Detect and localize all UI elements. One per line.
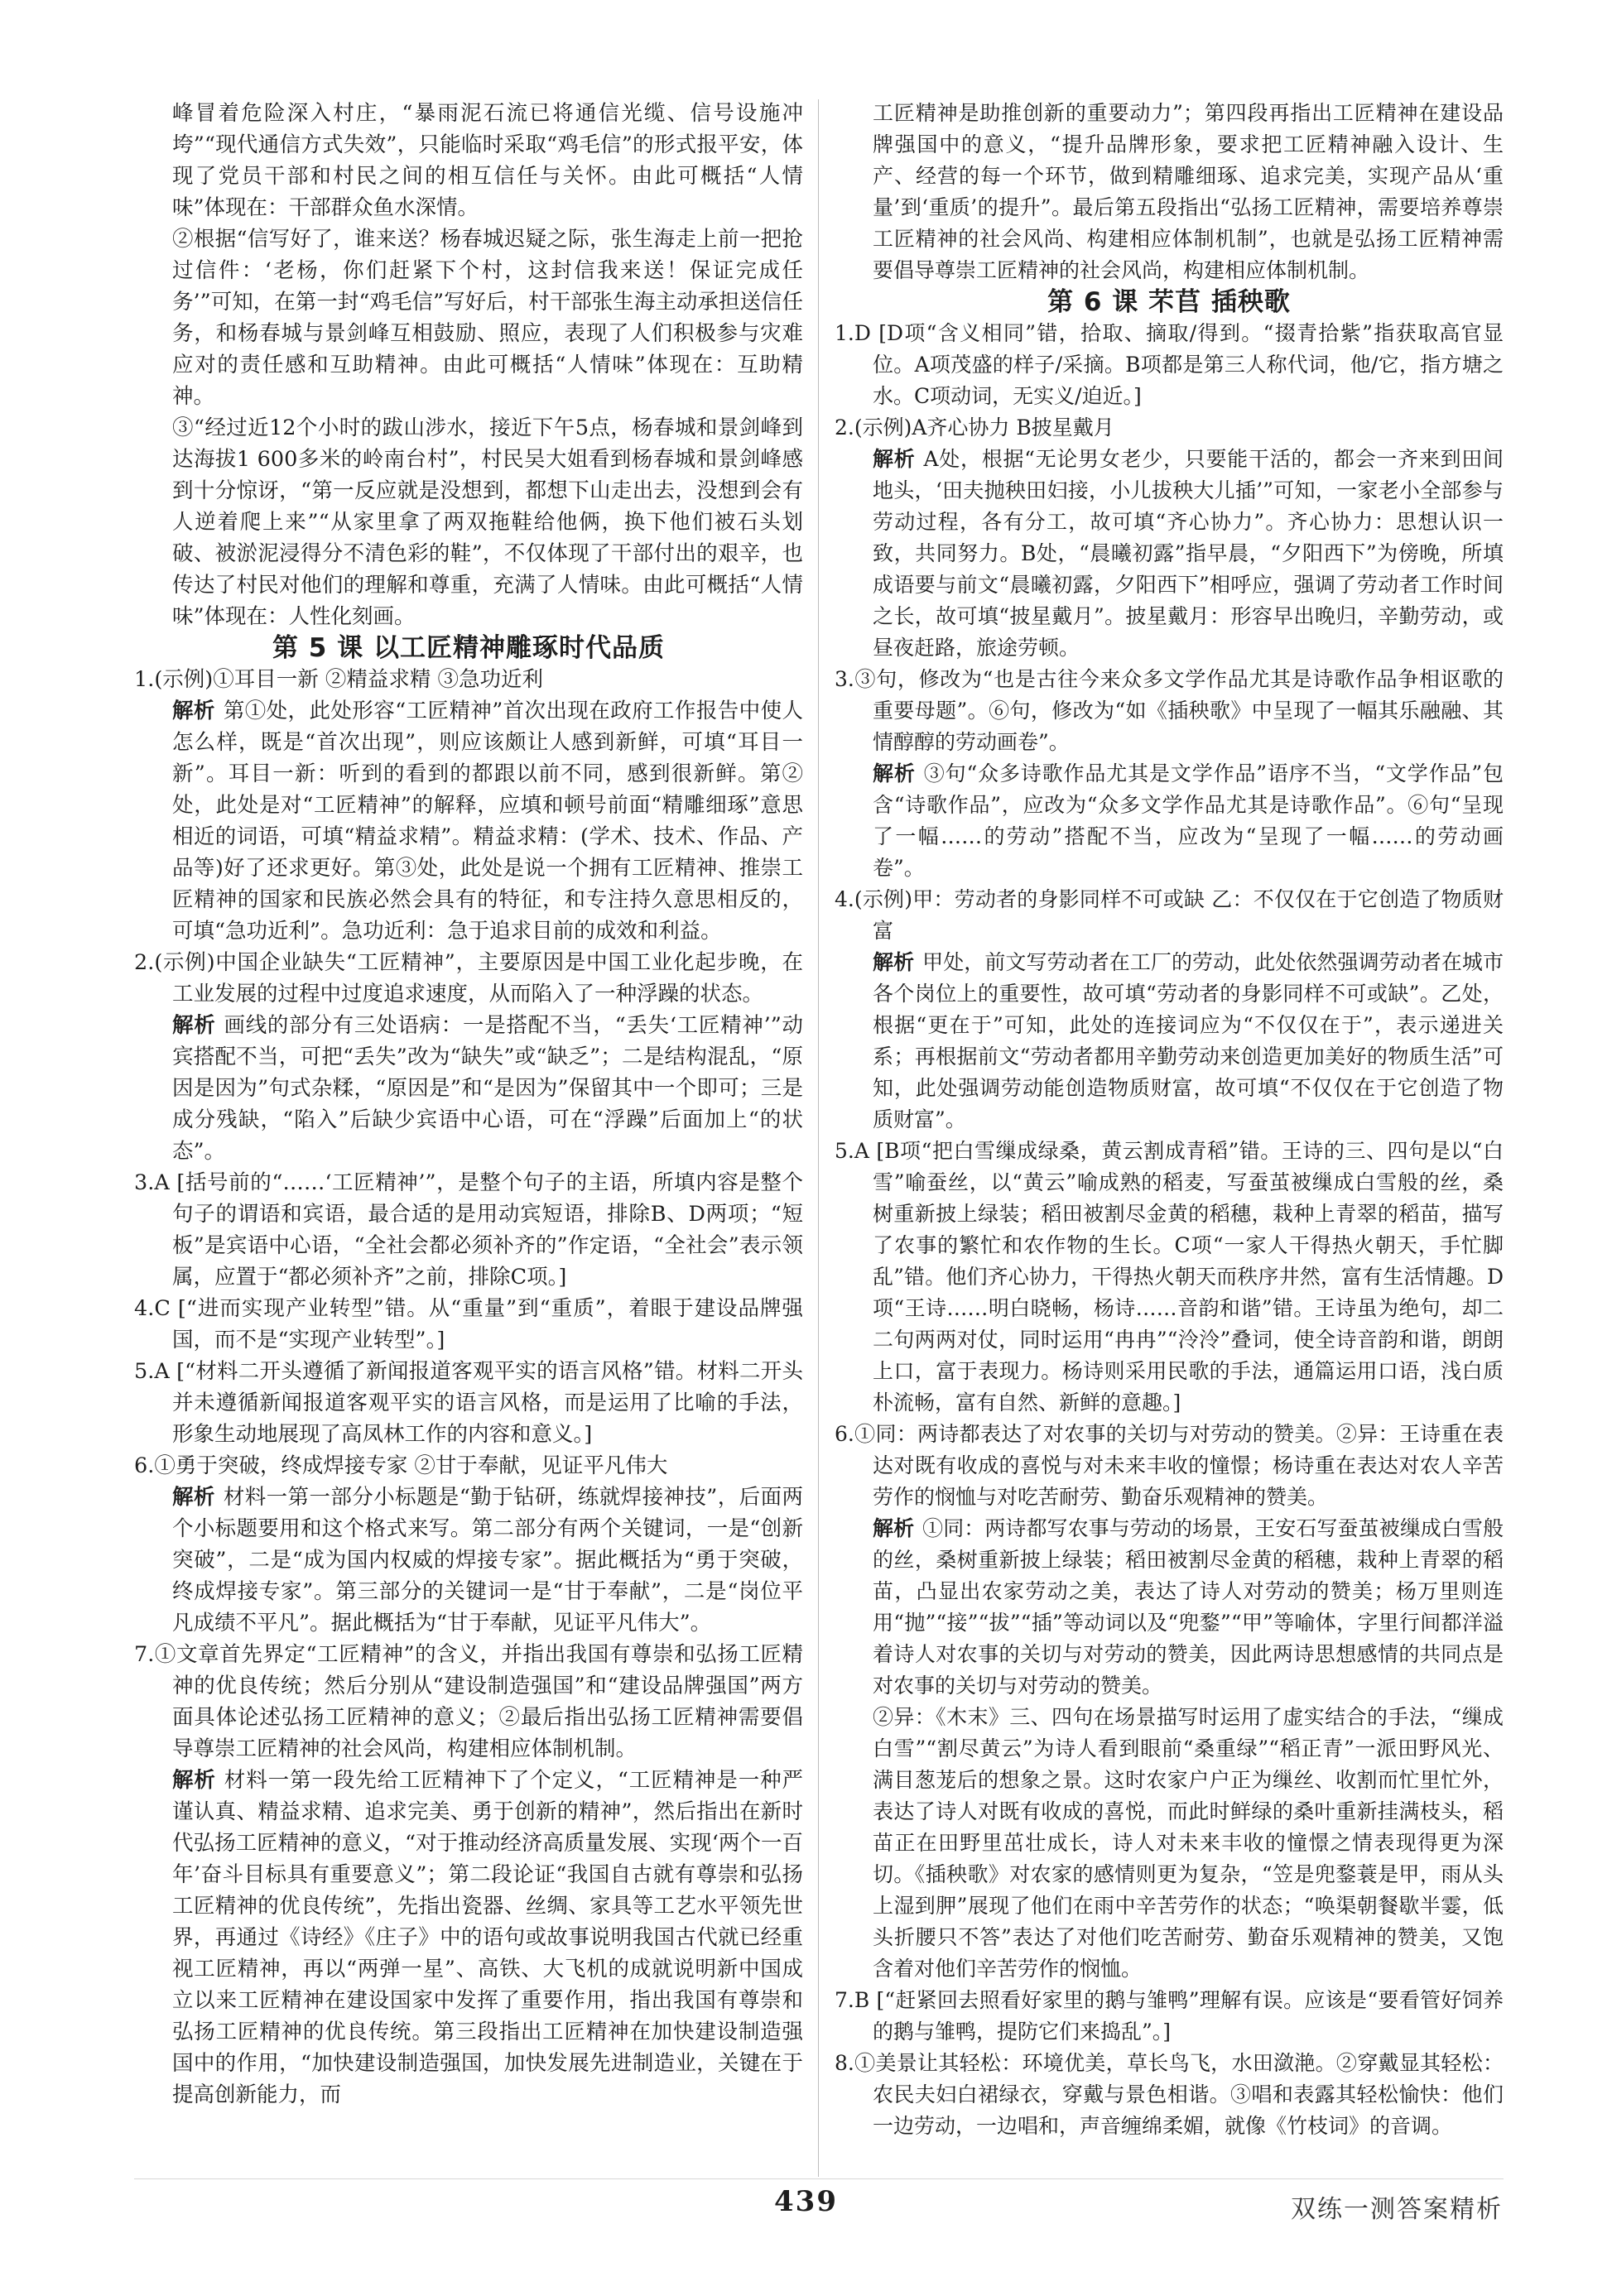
analysis-label: 解析 [172, 1013, 216, 1038]
answer-item: 6.①勇于突破，终成焊接专家 ②甘于奉献，见证平凡伟大 [134, 1453, 668, 1478]
answer-item: 7.B [“赶紧回去照看好家里的鹅与雏鸭”理解有误。应该是“要看管好饲养的鹅与雏鸭，提防它们来捣乱”。] [835, 1988, 1504, 2044]
analysis-label: 解析 [172, 1768, 216, 1793]
answer-item: 5.A [“材料二开头遵循了新闻报道客观平实的语言风格”错。材料二开头并未遵循新闻报道客观平实的语言风格，而是运用了比喻的手法，形象生动地展现了高凤林工作的内容和意义。] [134, 1359, 803, 1447]
lesson-5-heading: 第 5 课 以工匠精神雕琢时代品质 [272, 633, 665, 663]
answer-item: 4.(示例)甲：劳动者的身影同样不可或缺 乙：不仅仅在于它创造了物质财富 [835, 887, 1504, 943]
analysis-label: 解析 [873, 447, 916, 471]
book-title: 双练一测答案精析 [1291, 2195, 1503, 2224]
analysis-text: ①同：两诗都写农事与劳动的场景，王安石写蚕茧被缫成白雪般的丝，桑树重新披上绿装；稻田被割尽金黄的稻穗，栽种上青翠的稻苗，凸显出农家劳动之美，表达了诗人对劳动的赞美；杨万里则连用“抛”“接”“拔”“插”等动词以及“兜鍪”“甲”等喻体，字里行间都洋溢着诗人对农事的关切与对劳动的赞美，因此两诗思想感情的共同点是对农事的关切与对劳动的赞美。 [873, 1516, 1504, 1698]
answer-item: 3.③句，修改为“也是古往今来众多文学作品尤其是诗歌作品争相讴歌的重要母题”。⑥句，修改为“如《插秧歌》中呈现了一幅其乐融融、其情醇醇的劳动画卷”。 [835, 667, 1504, 754]
paragraph: 工匠精神是助推创新的重要动力”；第四段再指出工匠精神在建设品牌强国中的意义，“提升品牌形象，要求把工匠精神融入设计、生产、经营的每一个环节，做到精雕细琢、追求完美，实现产品从‘重量’到‘重质’的提升”。最后第五段指出“弘扬工匠精神，需要培养尊崇工匠精神的社会风尚、构建相应体制机制”，也就是弘扬工匠精神需要倡导尊崇工匠精神的社会风尚，构建相应体制机制。 [873, 101, 1504, 282]
column-divider [818, 99, 819, 2177]
analysis-block [835, 1513, 1504, 1702]
analysis-text: A处，根据“无论男女老少，只要能干活的，都会一齐来到田间地头，‘田夫抛秧田妇接，小儿拔秧大儿插’”可知，一家老小全部参与劳动过程，各有分工，故可填“齐心协力”。齐心协力：思想认识一致，共同努力。B处，“晨曦初露”指早晨，“夕阳西下”为傍晚，所填成语要与前文“晨曦初露，夕阳西下”相呼应，强调了劳动者工作时间之长，故可填“披星戴月”。披星戴月：形容早出晚归，辛勤劳动，或昼夜赶路，旅途劳顿。 [873, 447, 1504, 660]
answer-item: 2.(示例)中国企业缺失“工匠精神”，主要原因是中国工业化起步晚，在工业发展的过程中过度追求速度，从而陷入了一种浮躁的状态。 [134, 950, 803, 1006]
analysis-text: ③句“众多诗歌作品尤其是文学作品”语序不当，“文学作品”包含“诗歌作品”，应改为“众多文学作品尤其是诗歌作品”。⑥句“呈现了一幅……的劳动”搭配不当，应改为“呈现了一幅……的劳动画卷”。 [873, 761, 1504, 880]
analysis-block [134, 1010, 803, 1167]
analysis-text: 材料一第一部分小标题是“勤于钻研，练就焊接神技”，后面两个小标题要用和这个格式来写。第二部分有两个关键词，一是“创新突破”，二是“成为国内权威的焊接专家”。据此概括为“勇于突破，终成焊接专家”。第三部分的关键词一是“甘于奉献”，二是“岗位平凡成绩不平凡”。据此概括为“甘于奉献，见证平凡伟大”。 [172, 1485, 803, 1636]
answer-item: 5.A [B项“把白雪缫成绿桑，黄云割成青稻”错。王诗的三、四句是以“白雪”喻蚕丝，以“黄云”喻成熟的稻麦，写蚕茧被缫成白雪般的丝，桑树重新披上绿装；稻田被割尽金黄的稻穗，栽种上青翠的稻苗，描写了农事的繁忙和农作物的生长。C项“一家人干得热火朝天，手忙脚乱”错。他们齐心协力，干得热火朝天而秩序井然，富有生活情趣。D项“王诗……明白晓畅，杨诗……音韵和谐”错。王诗虽为绝句，却二二句两两对仗，同时运用“冉冉”“泠泠”叠词，使全诗音韵和谐，朗朗上口，富于表现力。杨诗则采用民歌的手法，通篇运用口语，浅白质朴流畅，富有自然、新鲜的意趣。] [835, 1139, 1504, 1415]
analysis-label: 解析 [873, 1516, 915, 1540]
analysis-block [134, 1482, 803, 1639]
analysis-text: 画线的部分有三处语病：一是搭配不当，“丢失‘工匠精神’”动宾搭配不当，可把“丢失”改为“缺失”或“缺乏”；二是结构混乱，“原因是因为”句式杂糅，“原因是”和“是因为”保留其中一个即可；三是成分残缺，“陷入”后缺少宾语中心语，可在“浮躁”后面加上“的状态”。 [172, 1013, 803, 1164]
left-column [134, 98, 803, 2111]
analysis-text: 第①处，此处形容“工匠精神”首次出现在政府工作报告中使人怎么样，既是“首次出现”，则应该颇让人感到新鲜，可填“耳目一新”。耳目一新：听到的看到的都跟以前不同，感到很新鲜。第②处，此处是对“工匠精神”的解释，应填和顿号前面“精雕细琢”意思相近的词语，可填“精益求精”。精益求精：(学术、技术、作品、产品等)好了还求更好。第③处，此处是说一个拥有工匠精神、推崇工匠精神的国家和民族必然会具有的特征，和专注持久意思相反的，可填“急功近利”。急功近利：急于追求目前的成效和利益。 [172, 699, 803, 944]
lesson-6-heading: 第 6 课 芣苢 插秧歌 [1047, 287, 1291, 317]
analysis-text: 材料一第一段先给工匠精神下了个定义，“工匠精神是一种严谨认真、精益求精、追求完美、勇于创新的精神”，然后指出在新时代弘扬工匠精神的意义，“对于推动经济高质量发展、实现‘两个一百年’奋斗目标具有重要意义”；第二段论证“我国自古就有尊崇和弘扬工匠精神的优良传统”，先指出瓷器、丝绸、家具等工艺水平领先世界，再通过《诗经》《庄子》中的语句或故事说明我国古代就已经重视工匠精神，再以“两弹一星”、高铁、大飞机的成就说明新中国成立以来工匠精神在建设国家中发挥了重要作用，指出我国有尊崇和弘扬工匠精神的优良传统。第三段指出工匠精神在加快建设制造强国中的作用，“加快建设制造强国，加快发展先进制造业，关键在于提高创新能力，而 [172, 1768, 803, 2107]
paragraph: ③“经过近12个小时的跋山涉水，接近下午5点，杨春城和景剑峰到达海拔1 600多米的岭南台村”，村民吴大姐看到杨春城和景剑峰感到十分惊讶，“第一反应就是没想到，都想下山走出去，没想到会有人逆着爬上来”“从家里拿了两双拖鞋给他俩，换下他们被石头划破、被淤泥浸得分不清色彩的鞋”，不仅体现了干部付出的艰辛，也传达了村民对他们的理解和尊重，充满了人情味。由此可概括“人情味”体现在：人性化刻画。 [172, 415, 803, 629]
answer-item: 1.D [D项“含义相同”错，拾取、摘取/得到。“掇青拾紫”指获取高官显位。A项茂盛的样子/采摘。B项都是第三人称代词，他/它，指方塘之水。C项动词，无实义/迫近。] [835, 321, 1504, 408]
analysis-block [134, 695, 803, 947]
analysis-text-continued: ②异：《木末》三、四句在场景描写时运用了虚实结合的手法，“缫成白雪”“割尽黄云”为诗人看到眼前“桑重绿”“稻正青”一派田野风光、满目葱茏后的想象之景。这时农家户户正为缫丝、收割而忙里忙外，表达了诗人对既有收成的喜悦，而此时鲜绿的桑叶重新挂满枝头，稻苗正在田野里茁壮成长，诗人对未来丰收的憧憬之情表现得更为深切。《插秧歌》对农家的感情则更为复杂，“笠是兜鍪蓑是甲，雨从头上湿到胛”展现了他们在雨中辛苦劳作的状态；“唤渠朝餐歇半霎，低头折腰只不答”表达了对他们吃苦耐劳、勤奋乐观精神的赞美，又饱含着对他们辛苦劳作的悯恤。 [873, 1705, 1504, 1981]
analysis-block [835, 444, 1504, 664]
answer-item: 2.(示例)A齐心协力 B披星戴月 [835, 415, 1114, 440]
answer-item: 6.①同：两诗都表达了对农事的关切与对劳动的赞美。②异：王诗重在表达对既有收成的喜悦与对未来丰收的憧憬；杨诗重在表达对农人辛苦劳作的悯恤与对吃苦耐劳、勤奋乐观精神的赞美。 [835, 1422, 1504, 1509]
answer-item: 4.C [“进而实现产业转型”错。从“重量”到“重质”，着眼于建设品牌强国，而不是“实现产业转型”。] [134, 1296, 803, 1352]
page-number: 439 [774, 2185, 838, 2218]
analysis-text: 甲处，前文写劳动者在工厂的劳动，此处依然强调劳动者在城市各个岗位上的重要性，故可填“劳动者的身影同样不可或缺”。乙处，根据“更在于”可知，此处的连接词应为“不仅仅在于”，表示递进关系；再根据前文“劳动者都用辛勤劳动来创造更加美好的物质生活”可知，此处强调劳动能创造物质财富，故可填“不仅仅在于它创造了物质财富”。 [873, 950, 1504, 1131]
analysis-label: 解析 [172, 699, 215, 723]
analysis-label: 解析 [873, 761, 916, 785]
analysis-label: 解析 [873, 950, 915, 974]
answer-item: 7.①文章首先界定“工匠精神”的含义，并指出我国有尊崇和弘扬工匠精神的优良传统；然后分别从“建设制造强国”和“建设品牌强国”两方面具体论述弘扬工匠精神的意义；②最后指出弘扬工匠精神需要倡导尊崇工匠精神的社会风尚，构建相应体制机制。 [134, 1642, 803, 1761]
analysis-block [835, 947, 1504, 1136]
paragraph: 峰冒着危险深入村庄，“暴雨泥石流已将通信光缆、信号设施冲垮”“现代通信方式失效”，只能临时采取“鸡毛信”的形式报平安，体现了党员干部和村民之间的相互信任与关怀。由此可概括“人情味”体现在：干部群众鱼水深情。 [172, 101, 803, 220]
analysis-block [835, 758, 1504, 884]
answer-item: 8.①美景让其轻松：环境优美，草长鸟飞，水田潋滟。②穿戴显其轻松：农民夫妇白裙绿衣，穿戴与景色相谐。③唱和表露其轻松愉快：他们一边劳动，一边唱和，声音缠绵柔媚，就像《竹枝词》的音调。 [835, 2051, 1504, 2138]
footer-rule [134, 2178, 1504, 2179]
analysis-label: 解析 [172, 1485, 215, 1510]
answer-item: 3.A [括号前的“……‘工匠精神’”，是整个句子的主语，所填内容是整个句子的谓语和宾语，最合适的是用动宾短语，排除B、D两项；“短板”是宾语中心语，“全社会都必须补齐的”作定语，“全社会”表示领属，应置于“都必须补齐”之前，排除C项。] [134, 1170, 803, 1290]
analysis-block [134, 1765, 803, 2111]
right-column [835, 98, 1504, 2142]
answer-item: 1.(示例)①耳目一新 ②精益求精 ③急功近利 [134, 667, 543, 692]
paragraph: ②根据“信写好了，谁来送？杨春城迟疑之际，张生海走上前一把抢过信件：‘老杨，你们赶紧下个村，这封信我来送！保证完成任务’”可知，在第一封“鸡毛信”写好后，村干部张生海主动承担送信任务，和杨春城与景剑峰互相鼓励、照应，表现了人们积极参与灾难应对的责任感和互助精神。由此可概括“人情味”体现在：互助精神。 [172, 227, 803, 409]
